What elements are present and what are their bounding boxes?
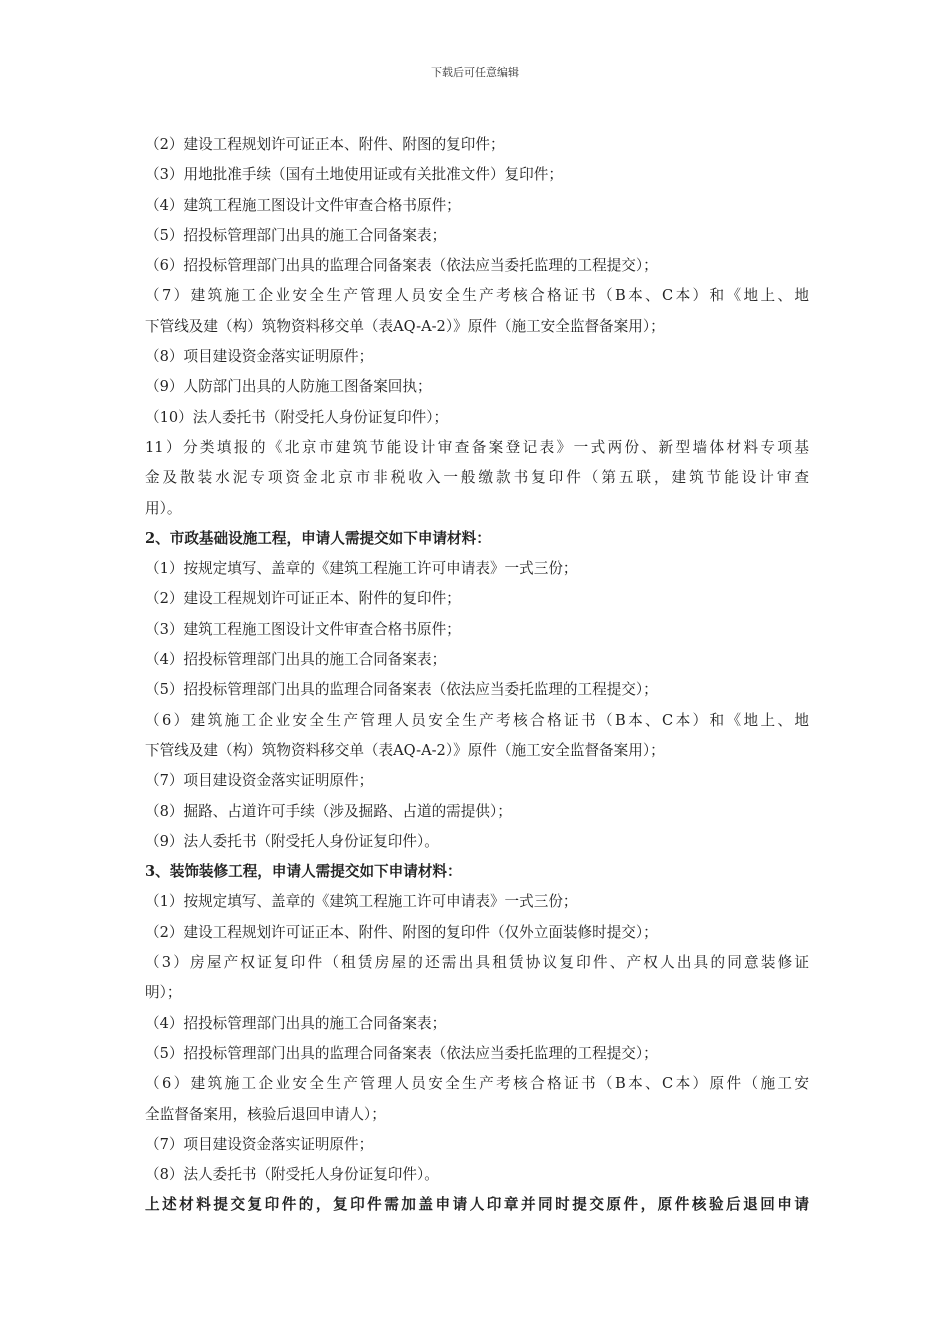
document-text-line: （8）掘路、占道许可手续（涉及掘路、占道的需提供）； [145, 802, 512, 820]
document-text-line: （7）建筑施工企业安全生产管理人员安全生产考核合格证书（B本、C本）和《地上、地 [145, 287, 809, 305]
section-heading-line: 2、市政基础设施工程，申请人需提交如下申请材料： [145, 529, 491, 547]
document-text-line: （5）招投标管理部门出具的监理合同备案表（依法应当委托监理的工程提交）； [145, 1044, 658, 1062]
document-text-line: （1）按规定填写、盖章的《建筑工程施工许可申请表》一式三份； [145, 560, 578, 578]
document-text-line: （9）人防部门出具的人防施工图备案回执； [145, 378, 432, 396]
document-text-line: 明）； [145, 984, 182, 1002]
document-text-line: （6）建筑施工企业安全生产管理人员安全生产考核合格证书（B本、C本）和《地上、地 [145, 711, 809, 729]
document-text-line: （8）项目建设资金落实证明原件； [145, 348, 374, 366]
document-text-line: （6）招投标管理部门出具的监理合同备案表（依法应当委托监理的工程提交）； [145, 257, 658, 275]
document-text-line: 11）分类填报的《北京市建筑节能设计审查备案登记表》一式两份、新型墙体材料专项基 [145, 438, 809, 456]
document-body [145, 130, 809, 1221]
document-text-line: （4）招投标管理部门出具的施工合同备案表； [145, 1014, 447, 1032]
document-text-line: （3）建筑工程施工图设计文件审查合格书原件； [145, 620, 461, 638]
document-text-line: 全监督备案用，核验后退回申请人）； [145, 1105, 386, 1123]
document-text-line: （9）法人委托书（附受托人身份证复印件）。 [145, 832, 439, 850]
page-header-note: 下载后可任意编辑 [431, 66, 519, 79]
document-text-line: （5）招投标管理部门出具的施工合同备案表； [145, 226, 447, 244]
section-heading-line: 上述材料提交复印件的，复印件需加盖申请人印章并同时提交原件，原件核验后退回申请 [145, 1196, 809, 1214]
section-heading-line: 3、装饰装修工程，申请人需提交如下申请材料： [145, 863, 462, 881]
document-text-line: （2）建设工程规划许可证正本、附件的复印件； [145, 590, 461, 608]
document-text-line: （10）法人委托书（附受托人身份证复印件）； [145, 408, 449, 426]
document-text-line: （2）建设工程规划许可证正本、附件、附图的复印件； [145, 136, 505, 153]
document-text-line: （7）项目建设资金落实证明原件； [145, 772, 374, 790]
document-text-line: （3）用地批准手续（国有土地使用证或有关批准文件）复印件； [145, 166, 563, 184]
document-text-line: 下管线及建（构）筑物资料移交单（表AQ-A-2）》原件（施工安全监督备案用）； [145, 317, 665, 335]
document-text-line: （6）建筑施工企业安全生产管理人员安全生产考核合格证书（B本、C本）原件（施工安 [145, 1075, 809, 1093]
document-text-line: 用）。 [145, 499, 182, 517]
document-text-line: （4）建筑工程施工图设计文件审查合格书原件； [145, 196, 461, 214]
document-text-line: （2）建设工程规划许可证正本、附件、附图的复印件（仅外立面装修时提交）； [145, 923, 658, 941]
document-text-line: 金及散装水泥专项资金北京市非税收入一般缴款书复印件（第五联，建筑节能设计审查 [145, 469, 809, 487]
document-text-line: 下管线及建（构）筑物资料移交单（表AQ-A-2）》原件（施工安全监督备案用）； [145, 741, 665, 759]
document-text-line: （1）按规定填写、盖章的《建筑工程施工许可申请表》一式三份； [145, 893, 578, 911]
document-text-line: （4）招投标管理部门出具的施工合同备案表； [145, 651, 447, 669]
document-text-line: （8）法人委托书（附受托人身份证复印件）。 [145, 1166, 439, 1184]
document-text-line: （3）房屋产权证复印件（租赁房屋的还需出具租赁协议复印件、产权人出具的同意装修证 [145, 954, 809, 972]
document-text-line: （7）项目建设资金落实证明原件； [145, 1135, 374, 1153]
document-text-line: （5）招投标管理部门出具的监理合同备案表（依法应当委托监理的工程提交）； [145, 681, 658, 699]
